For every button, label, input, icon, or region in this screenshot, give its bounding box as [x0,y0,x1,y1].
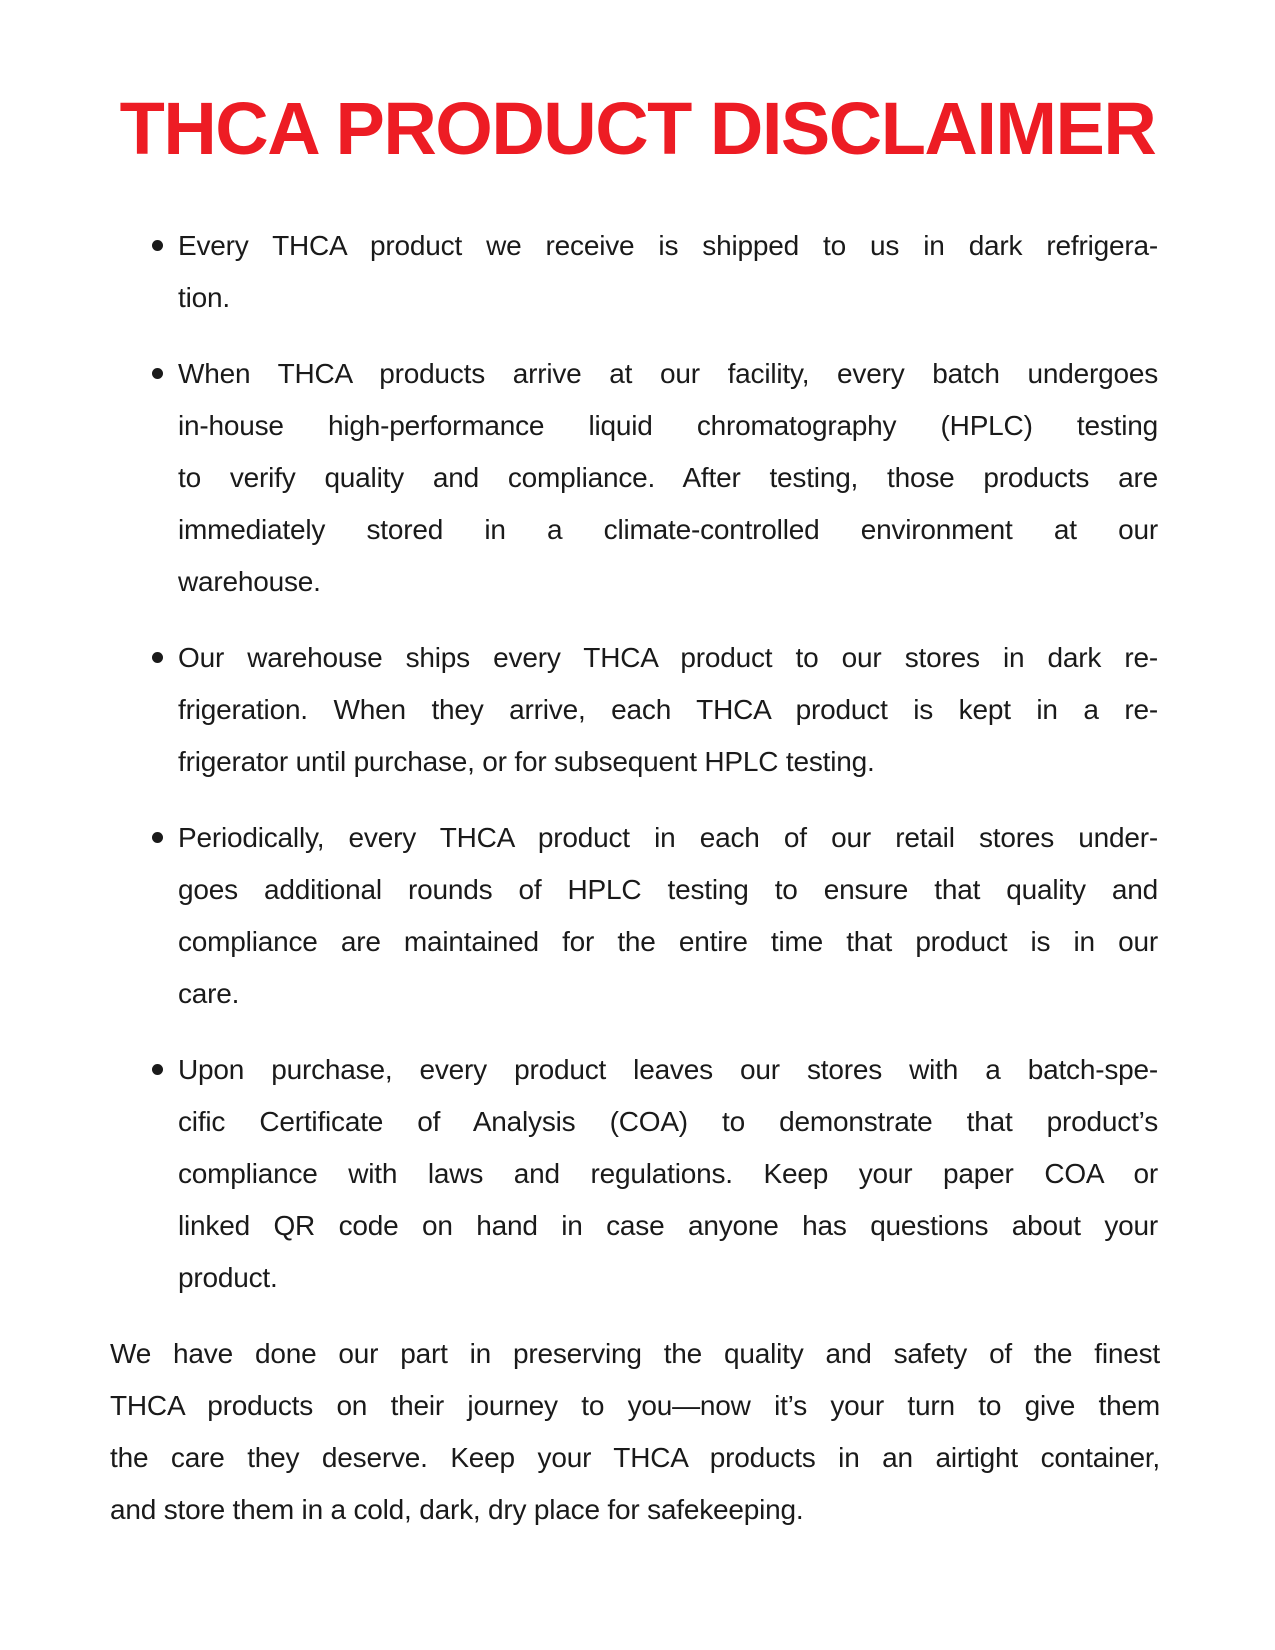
text-line: goes additional rounds of HPLC testing to ensure that quality and [178,874,1158,905]
text-line: When THCA products arrive at our facility, every batch undergoes [178,358,1158,389]
bullet-icon [152,240,163,251]
bullet-text-shipping [178,220,1158,324]
text-line: THCA products on their journey to you—now it’s your turn to give them [110,1390,1160,1421]
text-line: and store them in a cold, dark, dry place for safekeeping. [110,1494,804,1525]
bullet-list [152,220,1158,1304]
closing-paragraph [110,1328,1160,1536]
text-line: We have done our part in preserving the quality and safety of the finest [110,1338,1160,1369]
list-item [152,220,1158,324]
bullet-text-store-refrigeration [178,632,1158,788]
text-line: Our warehouse ships every THCA product to our stores in dark re- [178,642,1158,673]
text-line: the care they deserve. Keep your THCA products in an airtight container, [110,1442,1160,1473]
bullet-icon [152,652,163,663]
page-title: THCA PRODUCT DISCLAIMER [119,87,1156,170]
text-line: product. [178,1262,278,1293]
text-line: care. [178,978,240,1009]
list-item [152,348,1158,608]
text-line: compliance with laws and regulations. Keep your paper COA or [178,1158,1158,1189]
text-line: tion. [178,282,230,313]
bullet-text-coa [178,1044,1158,1304]
text-line: Periodically, every THCA product in each of our retail stores under- [178,822,1158,853]
text-line: linked QR code on hand in case anyone has questions about your [178,1210,1158,1241]
bullet-icon [152,1064,163,1075]
text-line: Upon purchase, every product leaves our stores with a batch-spe- [178,1054,1158,1085]
bullet-text-periodic-testing [178,812,1158,1020]
text-line: cific Certificate of Analysis (COA) to demonstrate that product’s [178,1106,1158,1137]
list-item [152,812,1158,1020]
text-line: frigeration. When they arrive, each THCA product is kept in a re- [178,694,1158,725]
text-line: warehouse. [178,566,321,597]
bullet-icon [152,832,163,843]
text-line: in-house high-performance liquid chromatography (HPLC) testing [178,410,1158,441]
text-line: frigerator until purchase, or for subsequent HPLC testing. [178,746,875,777]
bullet-icon [152,368,163,379]
bullet-text-hplc-testing [178,348,1158,608]
text-line: immediately stored in a climate-controlled environment at our [178,514,1158,545]
text-line: Every THCA product we receive is shipped to us in dark refrigera- [178,230,1158,261]
list-item [152,1044,1158,1304]
text-line: to verify quality and compliance. After testing, those products are [178,462,1158,493]
list-item [152,632,1158,788]
text-line: compliance are maintained for the entire time that product is in our [178,926,1158,957]
